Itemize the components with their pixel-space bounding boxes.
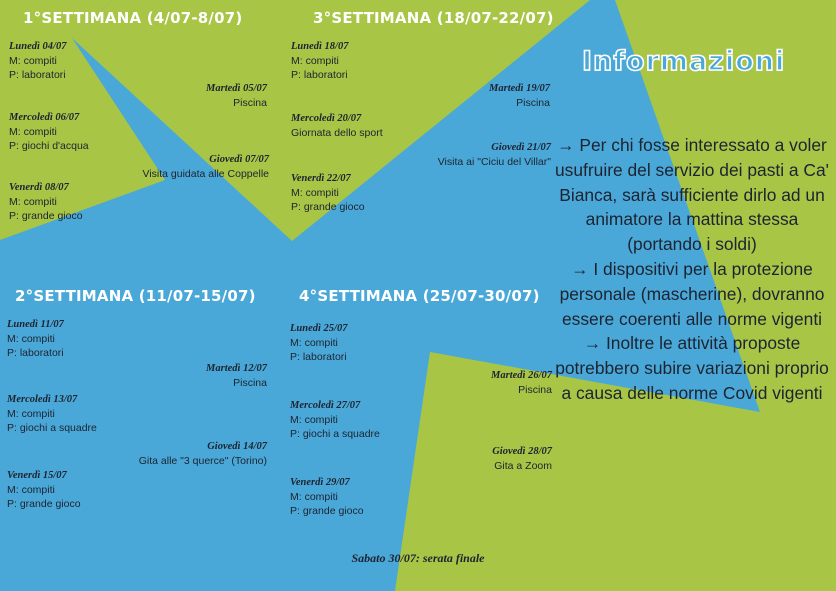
activity-line: Piscina [233, 377, 267, 389]
day-label: Giovedì 28/07 [492, 446, 552, 457]
activity-line: M: compiti [290, 491, 338, 503]
week-title: 1°SETTIMANA (4/07-8/07) [23, 9, 243, 27]
activity-line: M: compiti [9, 196, 57, 208]
activity-line: Giornata dello sport [291, 127, 383, 139]
day-label: Giovedì 14/07 [207, 441, 267, 452]
activity-line: P: laboratori [7, 347, 64, 359]
activity-line: M: compiti [7, 333, 55, 345]
day-label: Mercoledì 20/07 [291, 113, 362, 124]
activity-line: M: compiti [291, 187, 339, 199]
day-entry [290, 322, 347, 364]
day-entry [9, 181, 83, 223]
activity-line: M: compiti [291, 55, 339, 67]
activity-line: P: laboratori [290, 351, 347, 363]
day-label: Lunedì 18/07 [291, 41, 349, 52]
day-label: Martedì 19/07 [489, 83, 550, 94]
activity-line: Piscina [518, 384, 552, 396]
day-label: Venerdì 22/07 [291, 173, 351, 184]
day-entry [290, 399, 380, 441]
day-entry [206, 82, 267, 110]
info-paragraph: → Per chi fosse interessato a voler usufruire del servizio dei pasti a Ca' Bianca, sarà sufficiente dirlo ad un animatore la mattina stessa (portando i soldi) [555, 135, 829, 255]
final-event: Sabato 30/07: serata finale [351, 551, 485, 565]
info-paragraph: → I dispositivi per la protezione personale (mascherine), dovranno essere coerenti alle norme vigenti [559, 258, 825, 329]
week-title: 4°SETTIMANA (25/07-30/07) [299, 287, 540, 305]
day-entry [491, 369, 552, 397]
activity-line: P: laboratori [9, 69, 66, 81]
activity-line: P: grande gioco [290, 505, 364, 517]
day-label: Mercoledì 13/07 [7, 394, 78, 405]
day-entry [290, 476, 364, 518]
day-label: Martedì 26/07 [491, 370, 552, 381]
activity-line: Visita guidata alle Coppelle [142, 168, 269, 180]
day-entry [492, 445, 552, 473]
activity-line: P: giochi d'acqua [9, 140, 89, 152]
activity-line: M: compiti [7, 484, 55, 496]
day-entry [206, 362, 267, 390]
activity-line: Visita ai "Ciciu del Villar" [437, 156, 551, 168]
day-entry [438, 141, 551, 169]
activity-line: Piscina [516, 97, 550, 109]
day-entry [143, 153, 269, 181]
day-label: Venerdì 29/07 [290, 477, 350, 488]
activity-line: P: giochi a squadre [7, 422, 97, 434]
day-entry [291, 40, 348, 82]
day-label: Martedì 12/07 [206, 363, 267, 374]
day-entry [9, 40, 66, 82]
activity-line: Piscina [233, 97, 267, 109]
activity-line: P: grande gioco [7, 498, 81, 510]
day-entry [291, 112, 383, 140]
activity-line: M: compiti [9, 55, 57, 67]
activity-line: Gita alle "3 querce" (Torino) [138, 455, 267, 467]
info-paragraph: → Inoltre le attività proposte potrebbero subire variazioni proprio a causa delle norme Covid vigenti [555, 333, 829, 403]
day-label: Lunedì 25/07 [290, 323, 348, 334]
day-label: Giovedì 07/07 [209, 154, 269, 165]
activity-line: M: compiti [7, 408, 55, 420]
day-entry [9, 111, 89, 153]
day-entry [7, 318, 64, 360]
day-entry [139, 440, 267, 468]
info-text [552, 133, 832, 406]
week-title: 3°SETTIMANA (18/07-22/07) [313, 9, 554, 27]
activity-line: P: laboratori [291, 69, 348, 81]
activity-line: P: grande gioco [291, 201, 365, 213]
day-label: Lunedì 04/07 [9, 41, 67, 52]
activity-line: M: compiti [9, 126, 57, 138]
day-label: Venerdì 15/07 [7, 470, 67, 481]
day-label: Mercoledì 27/07 [290, 400, 361, 411]
info-title: Informazioni [582, 46, 786, 77]
day-label: Venerdì 08/07 [9, 182, 69, 193]
activity-line: Gita a Zoom [494, 460, 552, 472]
day-label: Mercoledì 06/07 [9, 112, 80, 123]
day-entry [7, 469, 81, 511]
day-entry [7, 393, 97, 435]
day-entry [291, 172, 365, 214]
day-label: Martedì 05/07 [206, 83, 267, 94]
activity-line: P: giochi a squadre [290, 428, 380, 440]
day-label: Giovedì 21/07 [491, 142, 551, 153]
week-title: 2°SETTIMANA (11/07-15/07) [15, 287, 256, 305]
activity-line: M: compiti [290, 337, 338, 349]
activity-line: M: compiti [290, 414, 338, 426]
day-label: Lunedì 11/07 [7, 319, 64, 330]
day-entry [489, 82, 550, 110]
activity-line: P: grande gioco [9, 210, 83, 222]
